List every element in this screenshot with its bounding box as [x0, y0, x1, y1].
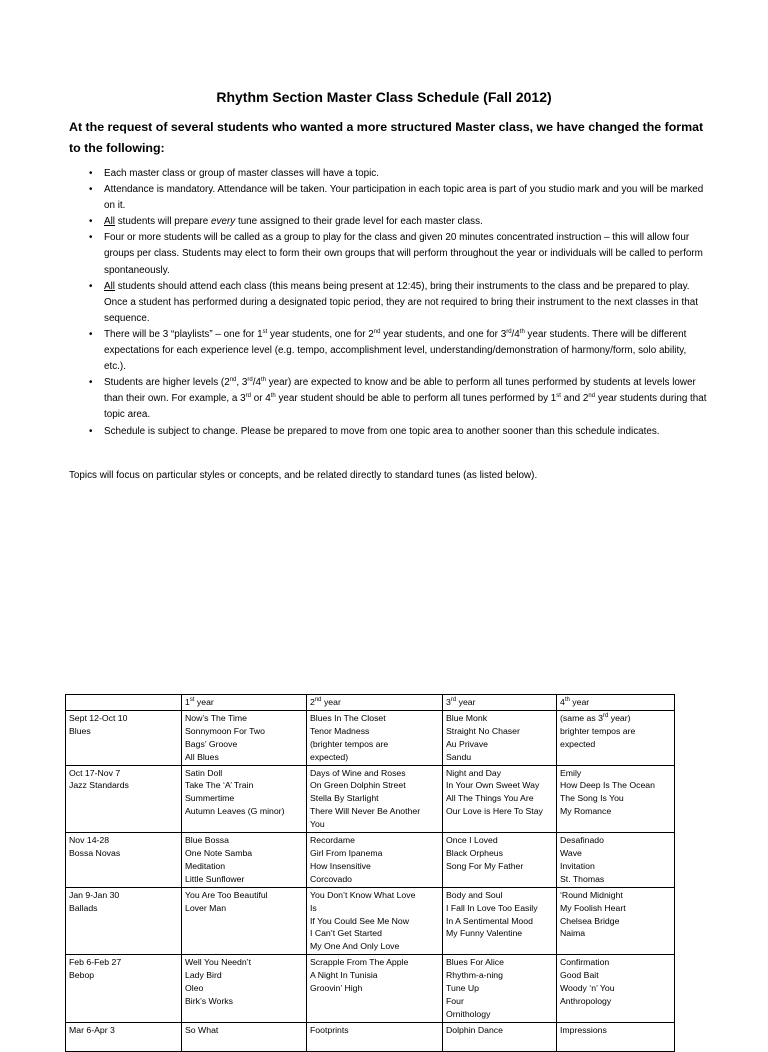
year-4-cell	[557, 955, 675, 1023]
ordinal-suffix: nd	[314, 697, 322, 703]
italic-word: every	[211, 216, 236, 228]
tune-title: Desafinado	[560, 835, 604, 846]
table-row	[66, 765, 675, 833]
rule-item	[90, 327, 710, 375]
tune-title: Sandu	[446, 751, 472, 762]
tune-title: Take The ‘A’ Train	[185, 780, 254, 791]
tune-title: Now’s The Time	[185, 712, 247, 723]
ordinal-suffix: rd	[602, 712, 609, 719]
tune-title	[185, 1037, 302, 1050]
year-4-cell	[557, 1022, 675, 1051]
year-4-cell	[557, 887, 675, 955]
year-1-cell	[182, 710, 307, 765]
header-text: year	[456, 697, 476, 707]
header-text: year	[194, 697, 214, 707]
year-4-cell	[557, 765, 675, 833]
tune-title: On Green Dolphin Street	[310, 780, 406, 791]
intro-paragraph: At the request of several students who wanted a more structured Master class, we have changed the format to the following:	[69, 120, 704, 155]
rule-item	[90, 214, 710, 230]
rule-text: /4	[511, 328, 520, 340]
tune-title: Ornithology	[446, 1008, 491, 1019]
rule-item	[90, 279, 710, 327]
header-cell-blank	[66, 695, 182, 711]
date-range: Sept 12-Oct 10	[69, 712, 128, 723]
ordinal-suffix: st	[262, 328, 268, 335]
year-1-cell	[182, 887, 307, 955]
tune-title: Body and Soul	[446, 889, 503, 900]
tune-title: My Romance	[560, 806, 612, 817]
year-3-cell	[443, 710, 557, 765]
tune-title: Satin Doll	[185, 767, 223, 778]
year-4-cell	[557, 833, 675, 888]
ordinal-suffix: rd	[247, 377, 253, 384]
year-3-cell	[443, 765, 557, 833]
year-2-cell	[307, 765, 443, 833]
tune-title: Scrapple From The Apple	[310, 957, 409, 968]
table-row	[66, 833, 675, 888]
tune-title: Recordame	[310, 835, 355, 846]
rule-text: tune assigned to their grade level for each master class.	[235, 216, 483, 228]
date-range: Oct 17-Nov 7	[69, 767, 121, 778]
rule-item	[90, 166, 710, 182]
tune-title: If You Could See Me Now	[310, 915, 410, 926]
tune-title: Four	[446, 995, 464, 1006]
tune-title: Blue Monk	[446, 712, 488, 723]
header-cell-year-3	[443, 695, 557, 711]
tune-title: One Note Samba	[185, 847, 253, 858]
tune-title: So What	[185, 1024, 219, 1035]
header-cell-year-1	[182, 695, 307, 711]
rule-text: year student should be able to perform all tunes performed by 1	[275, 393, 557, 405]
tune-title: Girl From Ipanema	[310, 847, 383, 858]
rule-text: year students. There will be different expectations for each experience level (e.g. tempo, accomplishment level, understanding/demonstration of harmony/form, solo ability, etc.).	[104, 328, 687, 373]
tune-title: Days of Wine and Roses	[310, 767, 406, 778]
tune-title: Woody ‘n’ You	[560, 983, 615, 994]
tune-title: How Insensitive	[310, 860, 371, 871]
tune-title: Straight No Chaser	[446, 725, 520, 736]
topic-cell	[66, 833, 182, 888]
ordinal-suffix: st	[189, 697, 195, 703]
tune-title: A Night In Tunisia	[310, 970, 378, 981]
tune-title: Rhythm-a-ning	[446, 970, 503, 981]
tune-title: Sonnymoon For Two	[185, 725, 265, 736]
year-3-cell	[443, 1022, 557, 1051]
tune-title: ‘Round Midnight	[560, 889, 623, 900]
rule-text: Each master class or group of master classes will have a topic.	[104, 168, 379, 179]
rule-text: /4	[252, 377, 261, 389]
tune-title: Confirmation	[560, 957, 610, 968]
tune-title: Our Love is Here To Stay	[446, 806, 543, 817]
rule-item	[90, 424, 710, 440]
schedule-table	[65, 694, 675, 1052]
ordinal-suffix: rd	[506, 328, 512, 335]
rule-text: or 4	[250, 393, 271, 405]
table-row	[66, 710, 675, 765]
date-range: Nov 14-28	[69, 835, 110, 846]
tune-title: Well You Needn’t	[185, 957, 252, 968]
tune-title: You Don’t Know What Love	[310, 889, 416, 900]
rule-text: students should attend each class (this means being present at 12:45), bring their instruments to the class and be prepared to play. Once a student has performed during a designated topic period, they are not required to bring their instrument to the next classes in that sequence.	[104, 280, 698, 324]
tune-title: Lady Bird	[185, 970, 222, 981]
tune-title: Emily	[560, 767, 582, 778]
tune-title: The Song Is You	[560, 793, 624, 804]
cell-note-text: year)	[608, 712, 631, 723]
tune-title: Autumn Leaves (G minor)	[185, 806, 285, 817]
tune-title: Birk’s Works	[185, 995, 233, 1006]
topic-name: Bebop	[69, 970, 95, 981]
header-text: 4	[560, 697, 565, 707]
tune-title: Corcovado	[310, 873, 353, 884]
topic-cell	[66, 765, 182, 833]
cell-note	[560, 712, 670, 725]
underlined-word: All	[104, 216, 115, 228]
tune-title: In A Sentimental Mood	[446, 915, 533, 926]
topic-cell	[66, 710, 182, 765]
ordinal-suffix: rd	[245, 393, 251, 400]
year-3-cell	[443, 955, 557, 1023]
table-row	[66, 887, 675, 955]
tune-title: All Blues	[185, 751, 219, 762]
tune-title: My Funny Valentine	[446, 928, 523, 939]
rule-text: Four or more students will be called as a group to play for the class and given 20 minutes concentrated instruction – this will allow four groups per class. Students may elect to form their own groups that will perform throughout the year or individuals will be called to perform spontaneously.	[104, 232, 703, 276]
header-cell-year-2	[307, 695, 443, 711]
rule-text: Attendance is mandatory. Attendance will be taken. Your participation in each topic area is part of you studio mark and you will be marked on it.	[104, 184, 704, 212]
tune-title: Naima	[560, 928, 586, 939]
tune-title: Oleo	[185, 983, 204, 994]
document-title: Rhythm Section Master Class Schedule (Fall 2012)	[216, 89, 552, 105]
tune-title: Dolphin Dance	[446, 1024, 503, 1035]
rule-text: Students are higher levels (2	[104, 377, 230, 389]
tune-title: Bags’ Groove	[185, 738, 238, 749]
tune-title: I Fall In Love Too Easily	[446, 902, 538, 913]
rule-text: year students, one for 2	[267, 328, 374, 340]
tune-title: How Deep Is The Ocean	[560, 780, 655, 791]
ordinal-suffix: th	[519, 328, 525, 335]
tune-title: Tune Up	[446, 983, 479, 994]
tune-title: Au Privave	[446, 738, 489, 749]
cell-note-text: (same as 3	[560, 712, 603, 723]
rules-list	[90, 166, 710, 440]
header-text: 3	[446, 697, 451, 707]
tune-title: Invitation	[560, 860, 595, 871]
table-header-row	[66, 695, 675, 711]
table-row	[66, 1022, 675, 1051]
topic-cell	[66, 887, 182, 955]
header-text: 2	[310, 697, 315, 707]
tune-title: Tenor Madness	[310, 725, 370, 736]
tune-title: There Will Never Be Another	[310, 806, 421, 817]
date-range: Jan 9-Jan 30	[69, 889, 120, 900]
rule-text: Schedule is subject to change. Please be prepared to move from one topic area to another sooner than this schedule indicates.	[104, 425, 660, 437]
tune-title: Anthropology	[560, 995, 612, 1006]
header-text: year	[321, 697, 341, 707]
tune-title: Once I Loved	[446, 835, 498, 846]
topic-cell	[66, 955, 182, 1023]
rule-item	[90, 182, 710, 214]
tune-title: Footprints	[310, 1024, 349, 1035]
tune-title: Stella By Starlight	[310, 793, 379, 804]
year-4-cell	[557, 710, 675, 765]
tune-title: Groovin’ High	[310, 983, 363, 994]
rule-text: year) are expected to know and be able to perform all tunes performed by students at levels lower than their own. For example, a 3	[104, 377, 696, 405]
ordinal-suffix: th	[260, 377, 266, 384]
rule-item	[90, 375, 710, 423]
year-1-cell	[182, 765, 307, 833]
rule-text: There will be 3 “playlists” – one for 1	[104, 328, 263, 340]
rule-text: and 2	[560, 393, 589, 405]
year-3-cell	[443, 833, 557, 888]
header-text: year	[569, 697, 590, 707]
year-2-cell	[307, 710, 443, 765]
ordinal-suffix: nd	[229, 377, 237, 384]
year-2-cell	[307, 887, 443, 955]
rule-text: year students, and one for 3	[380, 328, 507, 340]
tune-title: All The Things You Are	[446, 793, 534, 804]
tune-title: Meditation	[185, 860, 226, 871]
tune-title: Lover Man	[185, 902, 227, 913]
tune-title: In Your Own Sweet Way	[446, 780, 540, 791]
tune-title: Good Bait	[560, 970, 599, 981]
tune-title: Song For My Father	[446, 860, 524, 871]
year-1-cell	[182, 1022, 307, 1051]
cell-note: expected)	[310, 751, 349, 762]
tune-title: St. Thomas	[560, 873, 605, 884]
topics-note: Topics will focus on particular styles or concepts, and be related directly to standard tunes (as listed below).	[69, 470, 538, 481]
date-range: Feb 6-Feb 27	[69, 957, 122, 968]
tune-title: My One And Only Love	[310, 941, 400, 952]
cell-note: (brighter tempos are	[310, 738, 389, 749]
rule-text: , 3	[236, 377, 248, 389]
rule-text: year students during that topic area.	[104, 393, 707, 421]
underlined-word: All	[104, 280, 115, 292]
ordinal-suffix: th	[270, 393, 276, 400]
topic-name: Blues	[69, 725, 91, 736]
tune-title: Summertime	[185, 793, 235, 804]
year-2-cell	[307, 833, 443, 888]
tune-title: Blue Bossa	[185, 835, 229, 846]
year-2-cell	[307, 955, 443, 1023]
tune-title: My Foolish Heart	[560, 902, 626, 913]
topic-name: Jazz Standards	[69, 780, 129, 791]
ordinal-suffix: nd	[373, 328, 381, 335]
tune-title: Chelsea Bridge	[560, 915, 620, 926]
year-3-cell	[443, 887, 557, 955]
ordinal-suffix: st	[556, 393, 561, 400]
year-1-cell	[182, 955, 307, 1023]
tune-title: Blues For Alice	[446, 957, 504, 968]
ordinal-suffix: nd	[588, 393, 596, 400]
header-cell-year-4	[557, 695, 675, 711]
year-1-cell	[182, 833, 307, 888]
ordinal-suffix: rd	[450, 697, 457, 703]
topic-cell	[66, 1022, 182, 1051]
header-text: 1	[185, 697, 190, 707]
ordinal-suffix: th	[564, 697, 570, 703]
topic-name: Ballads	[69, 902, 98, 913]
tune-title: Wave	[560, 847, 582, 858]
date-range: Mar 6-Apr 3	[69, 1024, 115, 1035]
year-2-cell	[307, 1022, 443, 1051]
tune-title: Impressions	[560, 1024, 607, 1035]
tune-title: Blues In The Closet	[310, 712, 386, 723]
tune-title: Night and Day	[446, 767, 502, 778]
rule-item	[90, 230, 710, 278]
tune-title: Little Sunflower	[185, 873, 245, 884]
rule-text: students will prepare	[114, 216, 212, 228]
tune-title: Black Orpheus	[446, 847, 503, 858]
tune-title: You	[310, 819, 325, 830]
topic-name: Bossa Novas	[69, 847, 121, 858]
tune-title: Is	[310, 902, 317, 913]
tune-title: I Can’t Get Started	[310, 928, 382, 939]
cell-note: expected	[560, 738, 596, 749]
cell-note: brighter tempos are	[560, 725, 636, 736]
table-row	[66, 955, 675, 1023]
tune-title: You Are Too Beautiful	[185, 889, 268, 900]
